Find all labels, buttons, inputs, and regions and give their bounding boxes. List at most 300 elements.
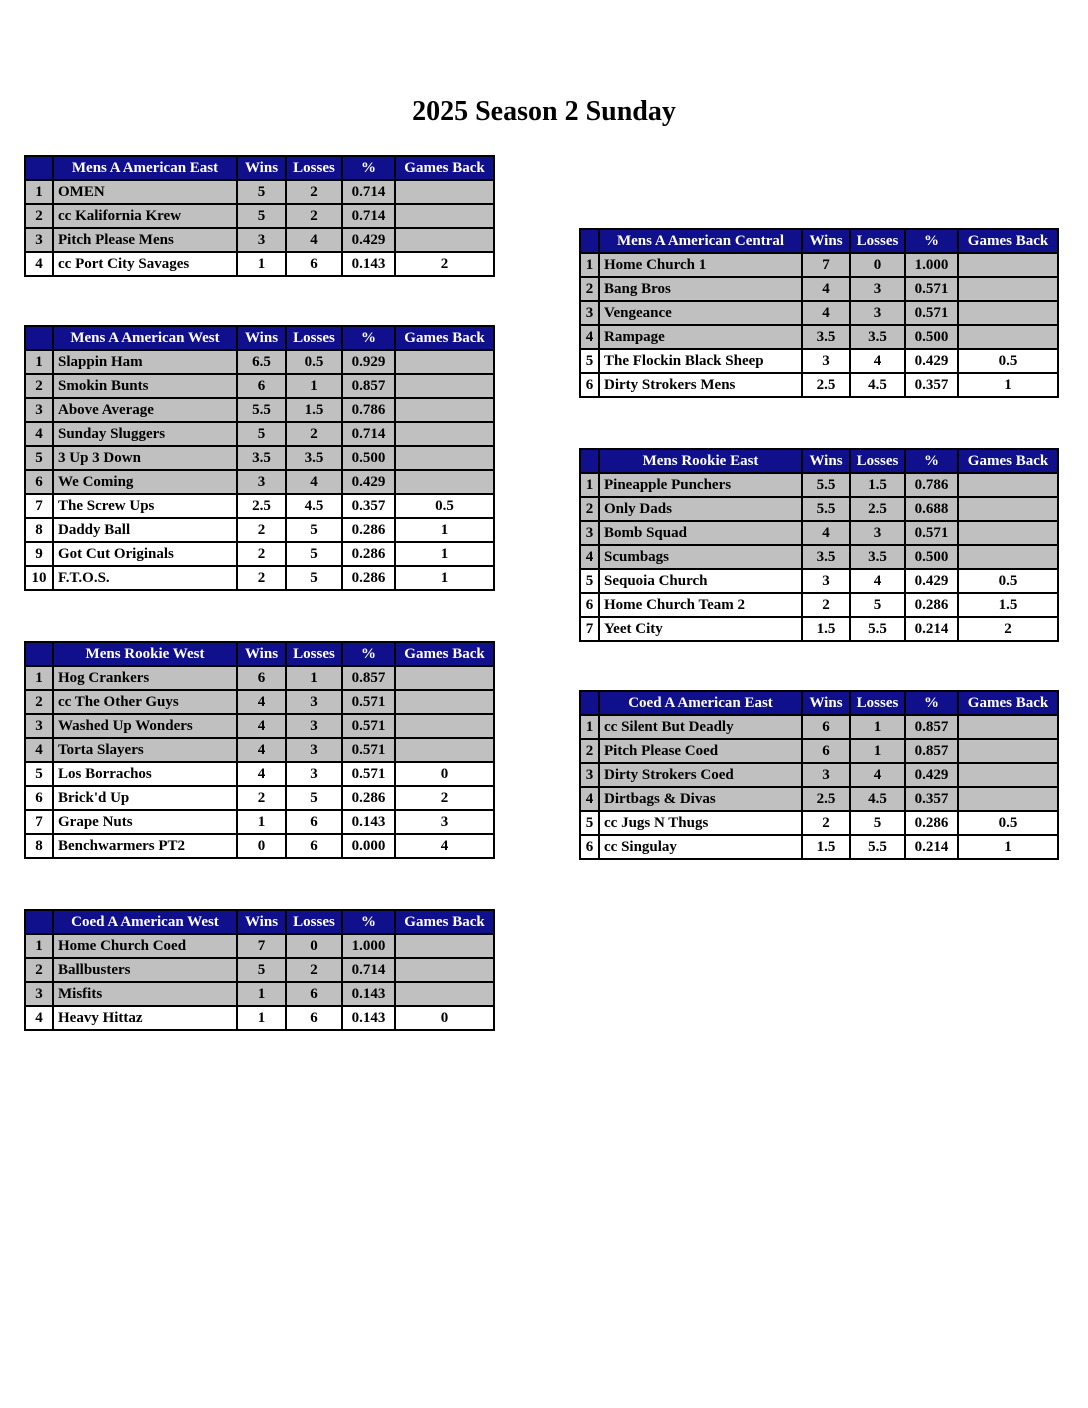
- table-row: [25, 762, 494, 786]
- table-row: [580, 373, 1058, 397]
- games-back-cell: [395, 714, 494, 738]
- table-row: [25, 834, 494, 858]
- wins-cell: 1: [237, 1006, 286, 1030]
- rank-cell: 6: [25, 470, 53, 494]
- games-back-cell: 0.5: [958, 569, 1058, 593]
- table-row: [25, 666, 494, 690]
- losses-cell: 5.5: [850, 835, 905, 859]
- wins-cell: 2: [802, 593, 850, 617]
- wins-cell: 3: [802, 569, 850, 593]
- table-row: [580, 617, 1058, 641]
- standings-table: [24, 155, 495, 277]
- wins-cell: 6: [237, 374, 286, 398]
- games-back-cell: [958, 497, 1058, 521]
- wins-cell: 3.5: [802, 325, 850, 349]
- games-back-header-cell: Games Back: [958, 229, 1058, 253]
- table-row: [25, 1006, 494, 1030]
- team-cell: cc Singulay: [599, 835, 802, 859]
- pct-cell: 0.143: [342, 252, 395, 276]
- losses-cell: 5: [286, 518, 342, 542]
- losses-cell: 4.5: [850, 787, 905, 811]
- losses-header-cell: Losses: [286, 156, 342, 180]
- pct-cell: 0.786: [905, 473, 958, 497]
- pct-cell: 0.786: [342, 398, 395, 422]
- pct-cell: 0.143: [342, 982, 395, 1006]
- table-row: [25, 350, 494, 374]
- games-back-cell: 0: [395, 1006, 494, 1030]
- rank-cell: 4: [580, 325, 599, 349]
- pct-cell: 0.857: [905, 715, 958, 739]
- losses-cell: 3.5: [286, 446, 342, 470]
- table-coed-a-american-east: [579, 690, 1059, 860]
- losses-cell: 3: [286, 738, 342, 762]
- games-back-header-cell: Games Back: [958, 691, 1058, 715]
- table-row: [580, 349, 1058, 373]
- rank-cell: 4: [580, 545, 599, 569]
- team-cell: The Screw Ups: [53, 494, 237, 518]
- table-row: [25, 690, 494, 714]
- table-row: [580, 739, 1058, 763]
- rank-cell: 4: [580, 787, 599, 811]
- wins-cell: 1: [237, 252, 286, 276]
- wins-cell: 4: [802, 521, 850, 545]
- table-row: [25, 566, 494, 590]
- team-cell: OMEN: [53, 180, 237, 204]
- header-row: [580, 691, 1058, 715]
- games-back-cell: [395, 398, 494, 422]
- rank-cell: 4: [25, 422, 53, 446]
- team-cell: Above Average: [53, 398, 237, 422]
- pct-cell: 0.571: [905, 277, 958, 301]
- games-back-cell: 0: [395, 762, 494, 786]
- team-cell: Slappin Ham: [53, 350, 237, 374]
- header-row: [580, 229, 1058, 253]
- team-cell: Torta Slayers: [53, 738, 237, 762]
- table-row: [25, 398, 494, 422]
- wins-header-cell: Wins: [237, 326, 286, 350]
- wins-header-cell: Wins: [802, 691, 850, 715]
- pct-cell: 0.857: [342, 374, 395, 398]
- wins-cell: 6: [802, 739, 850, 763]
- wins-cell: 2: [237, 542, 286, 566]
- wins-header-cell: Wins: [802, 229, 850, 253]
- division-header-cell: Coed A American East: [599, 691, 802, 715]
- pct-cell: 0.429: [342, 228, 395, 252]
- team-cell: cc Port City Savages: [53, 252, 237, 276]
- rank-cell: 6: [580, 593, 599, 617]
- team-cell: Washed Up Wonders: [53, 714, 237, 738]
- wins-cell: 4: [237, 738, 286, 762]
- table-row: [25, 982, 494, 1006]
- pct-cell: 0.286: [342, 786, 395, 810]
- games-back-cell: [395, 204, 494, 228]
- games-back-cell: 1: [958, 373, 1058, 397]
- wins-cell: 2: [237, 518, 286, 542]
- pct-cell: 0.429: [905, 349, 958, 373]
- losses-header-cell: Losses: [286, 910, 342, 934]
- losses-cell: 4: [850, 569, 905, 593]
- table-row: [580, 545, 1058, 569]
- table-row: [580, 277, 1058, 301]
- team-cell: 3 Up 3 Down: [53, 446, 237, 470]
- games-back-cell: 1: [395, 542, 494, 566]
- pct-cell: 0.357: [342, 494, 395, 518]
- wins-cell: 4: [237, 690, 286, 714]
- losses-cell: 5.5: [850, 617, 905, 641]
- pct-header-cell: %: [905, 229, 958, 253]
- rank-cell: 4: [25, 738, 53, 762]
- team-cell: Pitch Please Coed: [599, 739, 802, 763]
- wins-cell: 2.5: [237, 494, 286, 518]
- wins-cell: 6: [237, 666, 286, 690]
- table-row: [580, 253, 1058, 277]
- losses-cell: 1: [286, 666, 342, 690]
- team-cell: F.T.O.S.: [53, 566, 237, 590]
- team-cell: Sequoia Church: [599, 569, 802, 593]
- games-back-header-cell: Games Back: [395, 326, 494, 350]
- rank-header-cell: [580, 449, 599, 473]
- team-cell: Rampage: [599, 325, 802, 349]
- losses-cell: 3.5: [850, 545, 905, 569]
- wins-header-cell: Wins: [237, 156, 286, 180]
- team-cell: Misfits: [53, 982, 237, 1006]
- pct-header-cell: %: [342, 326, 395, 350]
- pct-cell: 0.714: [342, 180, 395, 204]
- table-row: [25, 228, 494, 252]
- rank-cell: 8: [25, 518, 53, 542]
- rank-cell: 2: [25, 204, 53, 228]
- rank-cell: 1: [25, 350, 53, 374]
- wins-cell: 3: [802, 763, 850, 787]
- team-cell: Los Borrachos: [53, 762, 237, 786]
- table-row: [580, 473, 1058, 497]
- team-cell: Home Church Coed: [53, 934, 237, 958]
- division-header-cell: Mens Rookie East: [599, 449, 802, 473]
- losses-header-cell: Losses: [286, 326, 342, 350]
- games-back-header-cell: Games Back: [958, 449, 1058, 473]
- losses-cell: 2.5: [850, 497, 905, 521]
- rank-cell: 2: [25, 374, 53, 398]
- rank-header-cell: [25, 642, 53, 666]
- rank-cell: 3: [580, 301, 599, 325]
- games-back-cell: 2: [395, 786, 494, 810]
- losses-cell: 3: [850, 277, 905, 301]
- losses-cell: 1: [850, 715, 905, 739]
- wins-cell: 3.5: [237, 446, 286, 470]
- rank-cell: 7: [25, 810, 53, 834]
- team-cell: cc Jugs N Thugs: [599, 811, 802, 835]
- table-row: [580, 787, 1058, 811]
- losses-cell: 6: [286, 810, 342, 834]
- losses-cell: 4: [286, 228, 342, 252]
- table-row: [25, 204, 494, 228]
- team-cell: Dirtbags & Divas: [599, 787, 802, 811]
- pct-header-cell: %: [342, 156, 395, 180]
- wins-cell: 7: [237, 934, 286, 958]
- losses-cell: 4: [850, 349, 905, 373]
- pct-cell: 0.357: [905, 787, 958, 811]
- games-back-cell: 1.5: [958, 593, 1058, 617]
- games-back-cell: 1: [395, 566, 494, 590]
- rank-cell: 5: [580, 569, 599, 593]
- rank-cell: 1: [580, 473, 599, 497]
- games-back-cell: [395, 690, 494, 714]
- pct-cell: 0.688: [905, 497, 958, 521]
- table-row: [25, 934, 494, 958]
- team-cell: Only Dads: [599, 497, 802, 521]
- rank-cell: 2: [25, 958, 53, 982]
- rank-cell: 1: [580, 253, 599, 277]
- table-row: [25, 714, 494, 738]
- table-row: [25, 810, 494, 834]
- division-header-cell: Mens Rookie West: [53, 642, 237, 666]
- rank-cell: 6: [25, 786, 53, 810]
- losses-cell: 3: [850, 301, 905, 325]
- losses-cell: 4: [286, 470, 342, 494]
- table-row: [580, 715, 1058, 739]
- standings-table: [579, 228, 1059, 398]
- table-mens-rookie-west: [24, 641, 495, 859]
- team-cell: Smokin Bunts: [53, 374, 237, 398]
- pct-cell: 0.286: [905, 593, 958, 617]
- team-cell: cc Kalifornia Krew: [53, 204, 237, 228]
- table-row: [25, 252, 494, 276]
- rank-cell: 6: [580, 373, 599, 397]
- team-cell: Yeet City: [599, 617, 802, 641]
- wins-cell: 3: [802, 349, 850, 373]
- wins-cell: 3: [237, 470, 286, 494]
- losses-cell: 5: [286, 542, 342, 566]
- rank-cell: 8: [25, 834, 53, 858]
- games-back-cell: [395, 422, 494, 446]
- wins-cell: 3.5: [802, 545, 850, 569]
- team-cell: Pitch Please Mens: [53, 228, 237, 252]
- games-back-cell: 3: [395, 810, 494, 834]
- games-back-cell: 2: [958, 617, 1058, 641]
- rank-cell: 4: [25, 1006, 53, 1030]
- rank-header-cell: [25, 910, 53, 934]
- pct-cell: 0.143: [342, 810, 395, 834]
- losses-cell: 6: [286, 1006, 342, 1030]
- wins-cell: 1.5: [802, 617, 850, 641]
- pct-cell: 0.286: [342, 566, 395, 590]
- pct-cell: 0.571: [905, 301, 958, 325]
- table-row: [25, 738, 494, 762]
- division-header-cell: Mens A American Central: [599, 229, 802, 253]
- wins-cell: 7: [802, 253, 850, 277]
- pct-cell: 0.500: [342, 446, 395, 470]
- pct-cell: 0.714: [342, 204, 395, 228]
- losses-cell: 3.5: [850, 325, 905, 349]
- games-back-cell: [395, 982, 494, 1006]
- losses-cell: 1.5: [850, 473, 905, 497]
- games-back-cell: [395, 470, 494, 494]
- wins-cell: 5: [237, 180, 286, 204]
- games-back-cell: [395, 374, 494, 398]
- team-cell: Bomb Squad: [599, 521, 802, 545]
- team-cell: Grape Nuts: [53, 810, 237, 834]
- wins-cell: 2.5: [802, 787, 850, 811]
- wins-cell: 2.5: [802, 373, 850, 397]
- table-row: [25, 180, 494, 204]
- table-row: [580, 497, 1058, 521]
- header-row: [25, 910, 494, 934]
- rank-cell: 2: [580, 277, 599, 301]
- wins-cell: 4: [802, 277, 850, 301]
- table-row: [580, 593, 1058, 617]
- rank-cell: 2: [580, 497, 599, 521]
- wins-cell: 4: [802, 301, 850, 325]
- games-back-header-cell: Games Back: [395, 156, 494, 180]
- standings-table: [24, 909, 495, 1031]
- rank-cell: 5: [580, 811, 599, 835]
- wins-cell: 3: [237, 228, 286, 252]
- pct-header-cell: %: [342, 642, 395, 666]
- pct-cell: 0.857: [342, 666, 395, 690]
- pct-cell: 1.000: [905, 253, 958, 277]
- team-cell: Bang Bros: [599, 277, 802, 301]
- wins-cell: 5: [237, 422, 286, 446]
- losses-cell: 1: [286, 374, 342, 398]
- games-back-cell: [958, 253, 1058, 277]
- pct-cell: 0.571: [342, 762, 395, 786]
- rank-cell: 1: [25, 934, 53, 958]
- pct-cell: 0.429: [905, 763, 958, 787]
- pct-cell: 0.571: [342, 714, 395, 738]
- table-row: [25, 494, 494, 518]
- rank-cell: 4: [25, 252, 53, 276]
- games-back-cell: [958, 715, 1058, 739]
- pct-header-cell: %: [905, 691, 958, 715]
- games-back-cell: 1: [958, 835, 1058, 859]
- losses-cell: 2: [286, 204, 342, 228]
- standings-table: [24, 641, 495, 859]
- team-cell: Brick'd Up: [53, 786, 237, 810]
- team-cell: Dirty Strokers Coed: [599, 763, 802, 787]
- games-back-cell: 2: [395, 252, 494, 276]
- rank-cell: 5: [580, 349, 599, 373]
- wins-cell: 1.5: [802, 835, 850, 859]
- wins-cell: 1: [237, 810, 286, 834]
- table-row: [580, 301, 1058, 325]
- team-cell: We Coming: [53, 470, 237, 494]
- table-coed-a-american-west: [24, 909, 495, 1031]
- games-back-cell: 0.5: [395, 494, 494, 518]
- table-row: [25, 542, 494, 566]
- losses-cell: 3: [286, 762, 342, 786]
- table-row: [580, 811, 1058, 835]
- team-cell: cc Silent But Deadly: [599, 715, 802, 739]
- rank-cell: 2: [25, 690, 53, 714]
- division-header-cell: Coed A American West: [53, 910, 237, 934]
- pct-cell: 0.714: [342, 422, 395, 446]
- games-back-cell: [395, 934, 494, 958]
- losses-cell: 5: [850, 593, 905, 617]
- losses-cell: 0: [850, 253, 905, 277]
- table-row: [580, 325, 1058, 349]
- rank-header-cell: [580, 691, 599, 715]
- games-back-cell: [958, 545, 1058, 569]
- losses-cell: 3: [286, 714, 342, 738]
- pct-header-cell: %: [905, 449, 958, 473]
- games-back-cell: 4: [395, 834, 494, 858]
- rank-header-cell: [580, 229, 599, 253]
- team-cell: Ballbusters: [53, 958, 237, 982]
- team-cell: Home Church Team 2: [599, 593, 802, 617]
- rank-header-cell: [25, 326, 53, 350]
- losses-cell: 1: [850, 739, 905, 763]
- wins-cell: 4: [237, 714, 286, 738]
- wins-cell: 5: [237, 204, 286, 228]
- rank-cell: 7: [25, 494, 53, 518]
- header-row: [25, 326, 494, 350]
- table-row: [25, 374, 494, 398]
- division-header-cell: Mens A American East: [53, 156, 237, 180]
- division-header-cell: Mens A American West: [53, 326, 237, 350]
- pct-cell: 1.000: [342, 934, 395, 958]
- games-back-cell: [395, 446, 494, 470]
- losses-cell: 5: [286, 566, 342, 590]
- team-cell: Scumbags: [599, 545, 802, 569]
- games-back-cell: [958, 325, 1058, 349]
- header-row: [580, 449, 1058, 473]
- wins-cell: 0: [237, 834, 286, 858]
- table-row: [580, 569, 1058, 593]
- games-back-cell: [395, 958, 494, 982]
- team-cell: Hog Crankers: [53, 666, 237, 690]
- wins-cell: 2: [237, 566, 286, 590]
- games-back-cell: [958, 473, 1058, 497]
- losses-cell: 0: [286, 934, 342, 958]
- losses-cell: 6: [286, 834, 342, 858]
- games-back-cell: [395, 180, 494, 204]
- rank-cell: 2: [580, 739, 599, 763]
- games-back-cell: 0.5: [958, 349, 1058, 373]
- table-row: [580, 763, 1058, 787]
- table-row: [580, 521, 1058, 545]
- rank-cell: 1: [25, 180, 53, 204]
- games-back-cell: [958, 277, 1058, 301]
- pct-cell: 0.500: [905, 545, 958, 569]
- pct-cell: 0.429: [905, 569, 958, 593]
- table-row: [25, 786, 494, 810]
- table-row: [25, 470, 494, 494]
- pct-cell: 0.429: [342, 470, 395, 494]
- pct-cell: 0.571: [342, 690, 395, 714]
- table-mens-a-american-west: [24, 325, 495, 591]
- standings-table: [579, 448, 1059, 642]
- games-back-cell: 0.5: [958, 811, 1058, 835]
- team-cell: Benchwarmers PT2: [53, 834, 237, 858]
- losses-header-cell: Losses: [850, 229, 905, 253]
- rank-cell: 1: [580, 715, 599, 739]
- rank-cell: 3: [580, 521, 599, 545]
- team-cell: Dirty Strokers Mens: [599, 373, 802, 397]
- losses-header-cell: Losses: [286, 642, 342, 666]
- table-row: [580, 835, 1058, 859]
- games-back-cell: [958, 763, 1058, 787]
- losses-cell: 2: [286, 958, 342, 982]
- pct-cell: 0.857: [905, 739, 958, 763]
- losses-cell: 4: [850, 763, 905, 787]
- games-back-cell: [395, 738, 494, 762]
- games-back-cell: [395, 350, 494, 374]
- wins-cell: 6.5: [237, 350, 286, 374]
- rank-cell: 5: [25, 446, 53, 470]
- losses-cell: 1.5: [286, 398, 342, 422]
- team-cell: Daddy Ball: [53, 518, 237, 542]
- wins-cell: 5.5: [802, 497, 850, 521]
